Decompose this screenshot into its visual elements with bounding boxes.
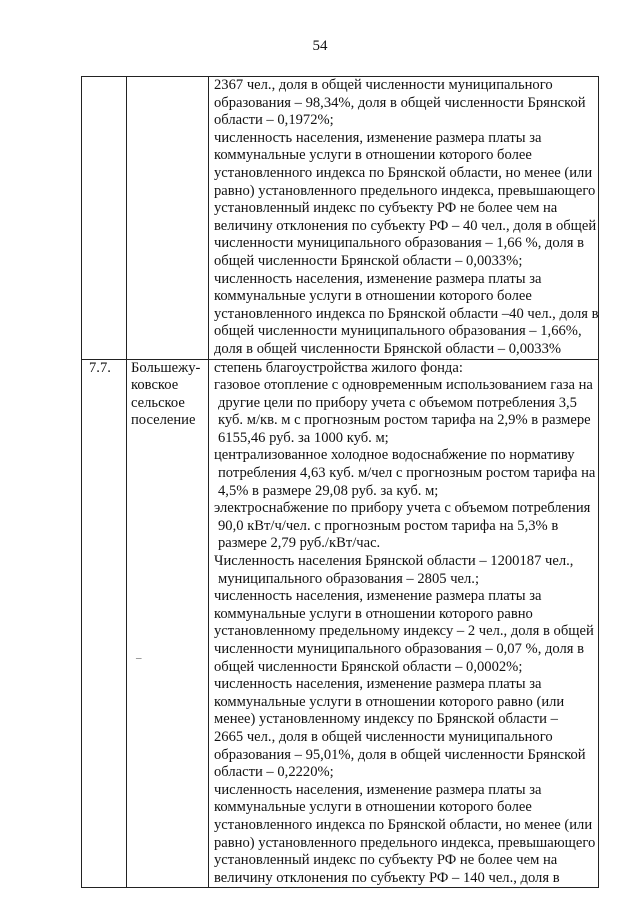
text-line: 90,0 кВт/ч/чел. с прогнозным ростом тарифа на 5,3% в <box>218 517 559 534</box>
settlement-name-line: сельское <box>131 394 185 411</box>
text-line: 2367 чел., доля в общей численности муниципального <box>214 77 553 93</box>
text-line: степень благоустройства жилого фонда: <box>214 359 463 376</box>
text-line: потребления 4,63 куб. м/чел с прогнозным ростом тарифа на <box>218 465 596 482</box>
text-line: численность населения, изменение размера платы за <box>214 676 542 693</box>
text-line: централизованное холодное водоснабжение по нормативу <box>214 447 575 464</box>
text-line: численность населения, изменение размера платы за <box>214 781 542 798</box>
text-line: величину отклонения по субъекту РФ – 40 чел., доля в общей <box>214 217 597 234</box>
text-line: области – 0,1972%; <box>214 112 334 129</box>
settlement-name-line: Большежу- <box>131 359 201 376</box>
text-line: общей численности Брянской области – 0,0002%; <box>214 658 523 675</box>
text-line: области – 0,2220%; <box>214 764 334 781</box>
text-line: размере 2,79 руб./кВт/час. <box>218 535 381 552</box>
text-line: 6155,46 руб. за 1000 куб. м; <box>218 429 389 446</box>
description-cell <box>209 359 599 888</box>
tariff-table <box>81 76 599 888</box>
settlement-name-line: поселение <box>131 412 196 429</box>
text-line: численность населения, изменение размера платы за <box>214 270 542 287</box>
text-line: численность населения, изменение размера платы за <box>214 129 542 146</box>
table-row <box>82 77 599 360</box>
text-line: образования – 95,01%, доля в общей численности Брянской <box>214 746 586 763</box>
text-line: куб. м/кв. м с прогнозным ростом тарифа на 2,9% в размере <box>218 412 591 429</box>
text-line: численности муниципального образования – 1,66 %, доля в <box>214 235 585 252</box>
text-line: общей численности Брянской области – 0,0033%; <box>214 252 523 269</box>
text-line: менее) установленному индексу по Брянской области – <box>214 711 558 728</box>
text-line: муниципального образования – 2805 чел.; <box>218 570 480 587</box>
text-line: величину отклонения по субъекту РФ – 140 чел., доля в <box>214 869 560 886</box>
text-line: коммунальные услуги в отношении которого более <box>214 288 532 305</box>
text-line: коммунальные услуги в отношении которого равно (или <box>214 693 565 710</box>
text-line: установленного индекса по Брянской области, но менее (или <box>214 816 593 833</box>
text-line: установленному предельному индексу – 2 чел., доля в общей <box>214 623 594 640</box>
text-line: установленный индекс по субъекту РФ не более чем на <box>214 852 558 869</box>
text-line: установленного индекса по Брянской области, но менее (или <box>214 164 593 181</box>
text-line: численности муниципального образования – 0,07 %, доля в <box>214 641 585 657</box>
text-line: общей численности муниципального образования – 1,66%, <box>214 323 582 340</box>
text-line: установленный индекс по субъекту РФ не более чем на <box>214 200 558 217</box>
settlement-name-cell <box>127 359 209 888</box>
text-line: численность населения, изменение размера платы за <box>214 588 542 605</box>
text-line: коммунальные услуги в отношении которого более <box>214 799 532 816</box>
text-line: доля в общей численности Брянской области – 0,0033% <box>214 340 562 357</box>
text-line: равно) установленного предельного индекса, превышающего <box>214 182 596 199</box>
settlement-name-cell <box>127 77 209 360</box>
row-number-cell: 7.7. <box>82 359 127 888</box>
text-line: равно) установленного предельного индекса, превышающего <box>214 834 596 851</box>
text-line: образования – 98,34%, доля в общей численности Брянской <box>214 94 586 111</box>
text-line: коммунальные услуги в отношении которого равно <box>214 605 533 622</box>
settlement-name-line: ковское <box>131 377 179 394</box>
table-row <box>82 359 599 888</box>
text-line: коммунальные услуги в отношении которого более <box>214 147 532 164</box>
text-line: газовое отопление с одновременным использованием газа на <box>214 377 593 394</box>
text-line: установленного индекса по Брянской области –40 чел., доля в <box>214 305 599 322</box>
text-line: 4,5% в размере 29,08 руб. за куб. м; <box>218 482 439 499</box>
text-line: Численность населения Брянской области – 1200187 чел., <box>214 553 574 570</box>
description-cell <box>209 77 599 360</box>
stray-mark: – <box>136 652 142 664</box>
text-line: 2665 чел., доля в общей численности муниципального <box>214 728 553 745</box>
text-line: другие цели по прибору учета с объемом потребления 3,5 <box>218 394 577 411</box>
text-line: электроснабжение по прибору учета с объемом потребления <box>214 500 591 517</box>
row-number-cell <box>82 77 127 360</box>
page-number: 54 <box>312 38 328 54</box>
